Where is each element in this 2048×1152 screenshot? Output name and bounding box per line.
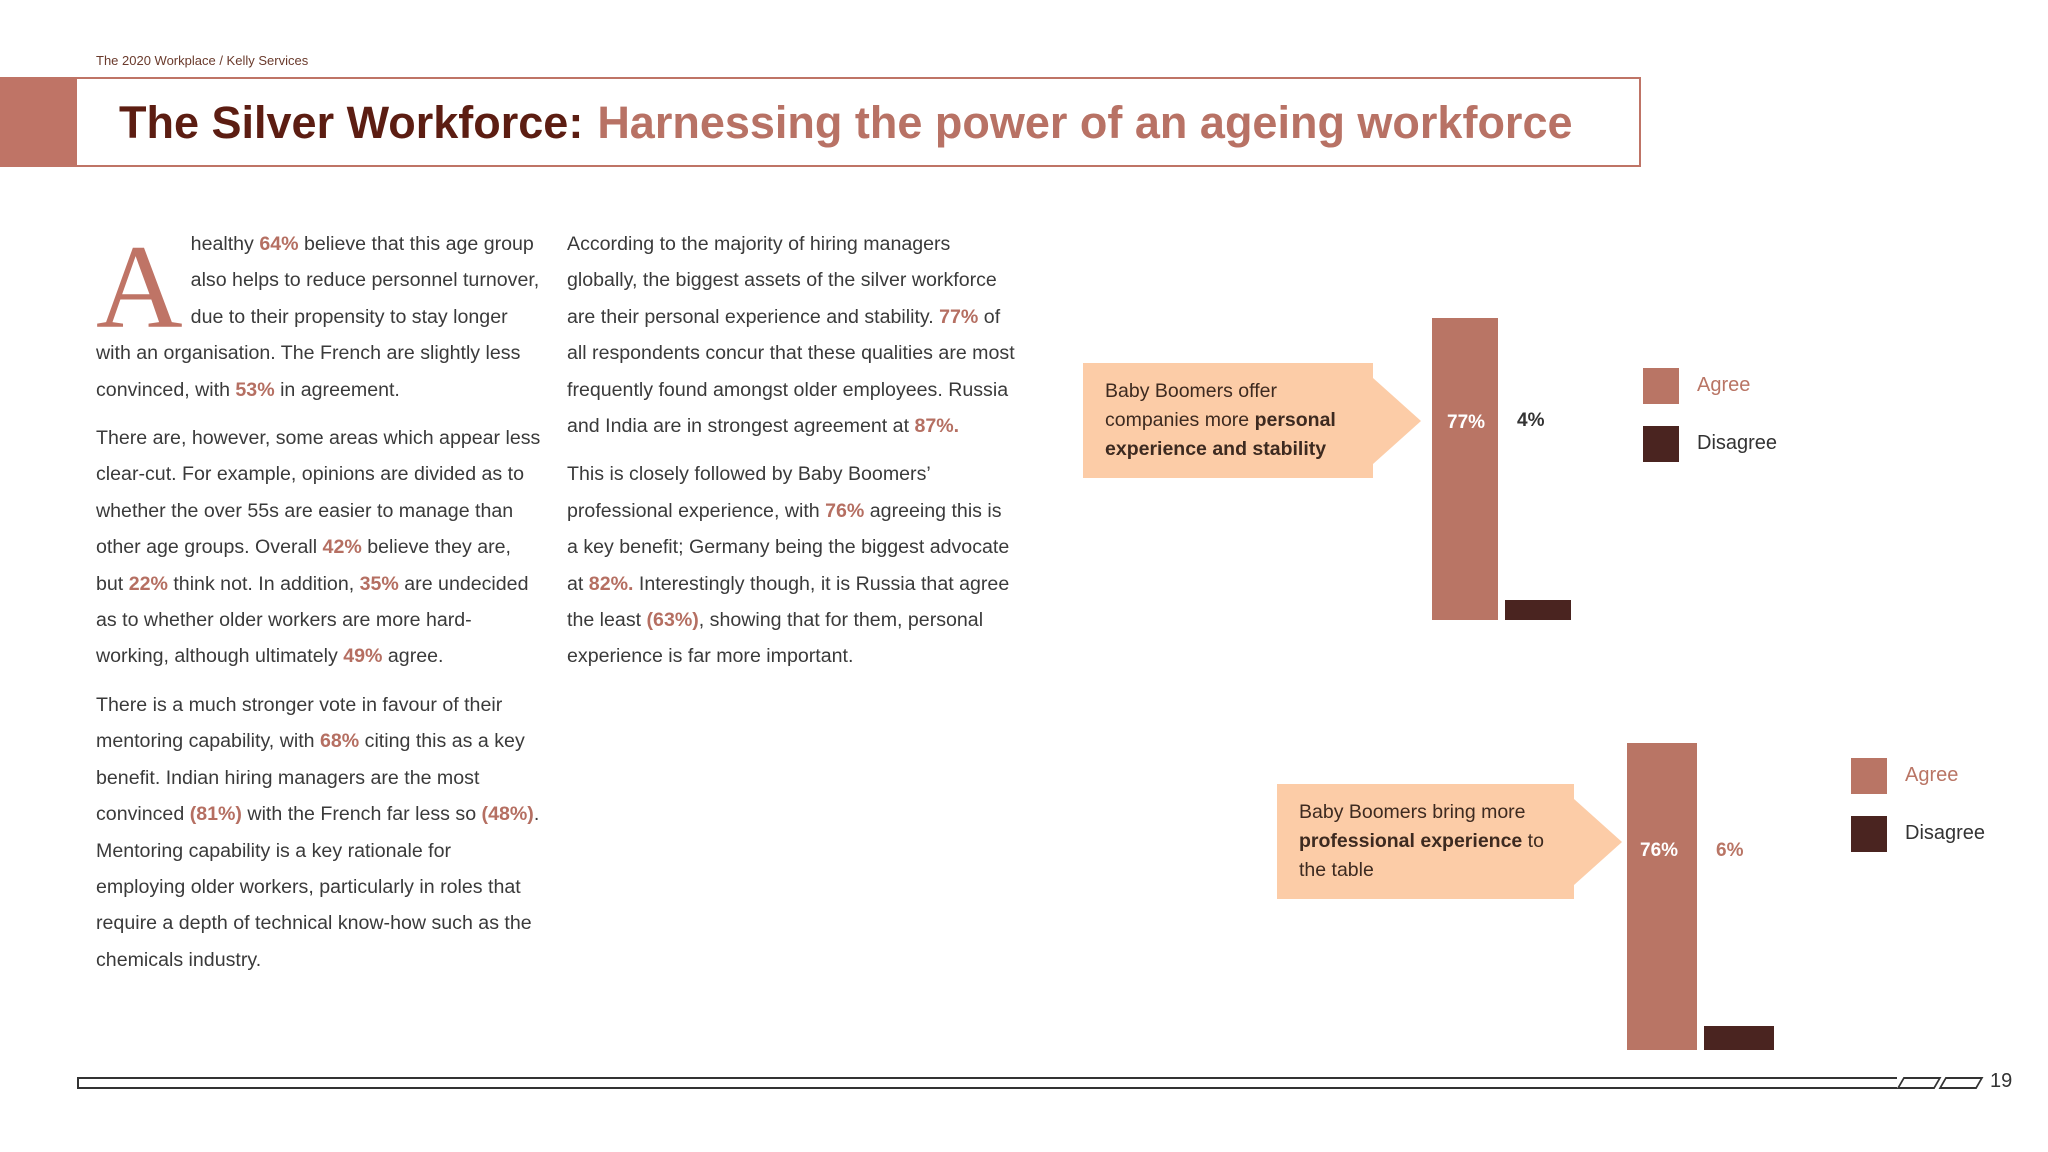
text-run: healthy [190, 233, 260, 255]
text-run: citing this as a key benefit. Indian hiring managers are the most convinced [96, 730, 525, 826]
chart2-legend-disagree-swatch [1851, 816, 1887, 852]
chart2-label-disagree: 6% [1716, 840, 1744, 861]
chart2-bar-agree [1627, 743, 1697, 1050]
highlight-stat: 68% [319, 730, 360, 753]
text-column-2 [567, 226, 1015, 687]
paragraph-1 [96, 220, 542, 408]
text-run: to the table [1299, 830, 1544, 881]
text-run: There are, however, some areas which appear less clear-cut. For example, opinions are divided as to whether the over 55s are easier to manage than other age groups. Overall [96, 427, 541, 559]
highlight-stat: (81%) [189, 803, 242, 826]
highlight-stat: 77% [939, 305, 979, 328]
text-runs [567, 463, 1009, 667]
chart1-bar-disagree [1505, 600, 1571, 620]
highlight-stat: 49% [343, 645, 383, 668]
footer-ornament-1 [1897, 1077, 1942, 1089]
highlight-stat: 76% [825, 499, 865, 522]
text-run: Baby Boomers offer companies more [1105, 380, 1277, 431]
chart2-bar-disagree [1704, 1026, 1774, 1050]
page-title-sub: Harnessing the power of an ageing workforce [597, 97, 1573, 148]
text-run: Interestingly though, it is Russia that agree the least [567, 572, 1010, 632]
text-column-1 [96, 220, 542, 990]
chart1-label-agree: 77% [1447, 412, 1486, 433]
text-run: agree. [382, 645, 444, 668]
text-run: believe they are, but [96, 536, 511, 595]
highlight-stat: 82%. [588, 572, 634, 595]
bold-text: personal experience and stability [1105, 409, 1336, 460]
highlight-stat: 22% [128, 572, 168, 595]
text-run: This is closely followed by Baby Boomers’ professional experience, with [567, 463, 930, 522]
text-runs [1105, 377, 1351, 464]
highlight-stat: (48%) [481, 803, 534, 826]
chart1-label-disagree: 4% [1517, 410, 1545, 431]
text-runs [96, 694, 539, 971]
footer-ornament-2 [1939, 1077, 1984, 1089]
text-run: . Mentoring capability is a key rationale for employing older workers, particularly in roles that require a depth of technical know-how such as the chemicals industry. [96, 803, 540, 971]
breadcrumb: The 2020 Workplace / Kelly Services [96, 53, 309, 68]
text-run: agreeing this is a key benefit; Germany being the biggest advocate at [567, 499, 1010, 595]
callout-professional-experience [1277, 784, 1574, 899]
paragraph-5 [567, 456, 1015, 674]
text-run: believe that this age group also helps to reduce personnel turnover, due to their propensity to stay longer with an organisation. The French are slightly less convinced, with [96, 233, 540, 401]
chart2-legend-agree-label: Agree [1905, 764, 1959, 786]
chart1-legend-agree-swatch [1643, 368, 1679, 404]
text-run: There is a much stronger vote in favour of their mentoring capability, with [96, 693, 503, 753]
chart1-bar-agree [1432, 318, 1498, 620]
highlight-stat: 42% [322, 536, 362, 559]
highlight-stat: (63%) [646, 609, 699, 632]
text-run: think not. In addition, [167, 572, 360, 595]
text-runs [96, 427, 540, 667]
chart2-legend-agree-swatch [1851, 758, 1887, 794]
text-run: of all respondents concur that these qualities are most frequently found amongst older employees. Russia and India are in strongest agreement at [567, 305, 1015, 438]
footer-rule [77, 1077, 1897, 1089]
text-run: , showing that for them, personal experience is far more important. [567, 609, 984, 668]
callout-personal-experience [1083, 363, 1373, 478]
chart2-legend-disagree-label: Disagree [1905, 822, 1986, 844]
page-number: 19 [1990, 1070, 2013, 1092]
highlight-stat: 35% [359, 572, 399, 595]
title-box [77, 77, 1641, 167]
text-run: in agreement. [274, 378, 400, 401]
text-run: are undecided as to whether older workers are more hard-working, although ultimately [96, 572, 529, 668]
chart1-legend-disagree-swatch [1643, 426, 1679, 462]
text-run: with the French far less so [241, 803, 482, 826]
chart1-legend-agree-label: Agree [1697, 374, 1751, 396]
paragraph-4 [567, 226, 1015, 444]
highlight-stat: 53% [235, 378, 275, 401]
text-run: Baby Boomers bring more [1299, 801, 1526, 823]
text-runs [1299, 798, 1552, 885]
page-title-main: The Silver Workforce: [119, 97, 584, 148]
drop-cap: A [96, 220, 183, 353]
title-accent-band [0, 77, 77, 167]
text-runs [567, 233, 1015, 437]
highlight-stat: 87%. [914, 415, 960, 438]
chart1-legend-disagree-label: Disagree [1697, 432, 1778, 454]
highlight-stat: 64% [259, 233, 299, 255]
paragraph-2 [96, 420, 542, 675]
text-run: According to the majority of hiring managers globally, the biggest assets of the silver workforce are their personal experience and stability. [567, 233, 997, 328]
page-title [119, 97, 1573, 149]
paragraph-3 [96, 687, 542, 978]
chart2-label-agree: 76% [1640, 840, 1679, 861]
bold-text: professional experience [1299, 830, 1523, 852]
